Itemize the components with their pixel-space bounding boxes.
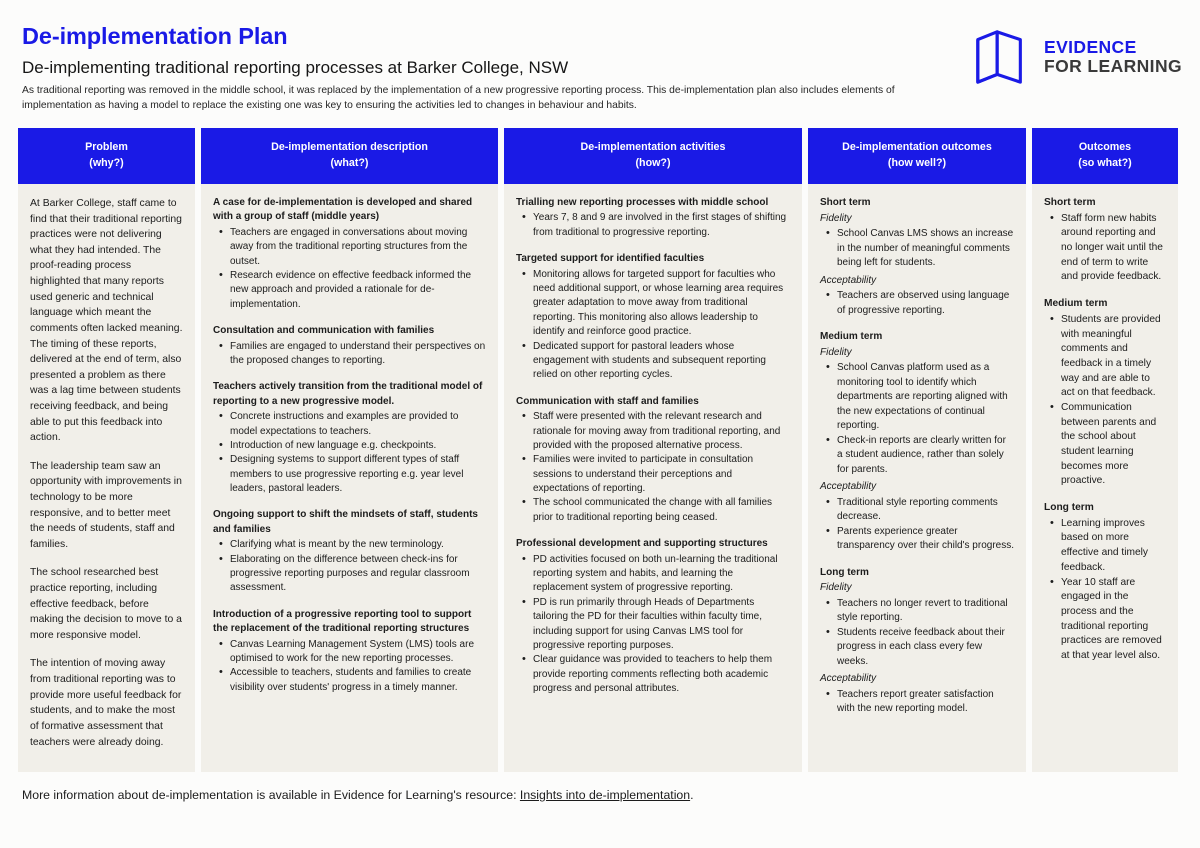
- term-block-medium: [820, 330, 1014, 554]
- list-item: • Teachers report greater satisfaction with the new reporting model.: [837, 688, 1014, 717]
- term-block-short: [1044, 196, 1166, 285]
- column-header-title: Problem: [85, 141, 128, 153]
- column-de-implementation-description: [201, 128, 498, 772]
- column-body-problem: [18, 184, 195, 772]
- column-header-outcomes: [1032, 128, 1178, 184]
- column-de-implementation-activities: [504, 128, 802, 772]
- column-header-question: (why?): [89, 156, 124, 169]
- column-header-title: De-implementation activities: [580, 141, 726, 153]
- list-item: • Teachers are observed using language of progressive reporting.: [837, 289, 1014, 318]
- list-item: • Introduction of new language e.g. checkpoints.: [230, 439, 486, 453]
- bullet-list: [516, 211, 790, 240]
- term-block-medium: [1044, 297, 1166, 489]
- measure-label: Acceptability: [820, 274, 877, 286]
- section: [213, 380, 486, 496]
- column-problem: [18, 128, 195, 772]
- section-heading: Consultation and communication with families: [213, 325, 435, 337]
- insights-into-de-implementation-link[interactable]: Insights into de-implementation: [519, 788, 691, 803]
- section: [213, 196, 486, 312]
- logo-line-evidence: EVIDENCE: [1044, 36, 1137, 57]
- term-heading: Long term: [1044, 502, 1094, 514]
- column-body-outcomes: [1032, 184, 1178, 772]
- list-item: • Canvas Learning Management System (LMS) tools are optimised to work for the new reporting processes.: [230, 638, 486, 667]
- list-item: • Families were invited to participate in consultation sessions to understand their perceptions and expectations of reporting.: [533, 453, 790, 496]
- section: [516, 252, 790, 383]
- section-heading: Communication with staff and families: [516, 395, 699, 407]
- list-item: • Families are engaged to understand their perspectives on the proposed changes to reporting.: [230, 340, 486, 369]
- bullet-list: [1044, 212, 1166, 285]
- footer: [0, 772, 1200, 802]
- column-outcomes: [1032, 128, 1178, 772]
- bullet-list: [213, 538, 486, 596]
- column-header-question: (how?): [635, 156, 671, 169]
- measure-label: Fidelity: [820, 346, 852, 358]
- column-header-title: De-implementation description: [271, 141, 428, 153]
- bullet-list: [516, 553, 790, 697]
- bullet-list: [820, 496, 1014, 554]
- section: [213, 508, 486, 595]
- list-item: • PD activities focused on both un-learning the traditional reporting system and habits, and learning the replacement system of progressive reporting.: [533, 553, 790, 596]
- term-block-short: [820, 196, 1014, 318]
- footer-text-end: .: [690, 788, 694, 803]
- bullet-list: [213, 226, 486, 312]
- measure-label: Fidelity: [820, 212, 852, 224]
- list-item: • Designing systems to support different types of staff members to use progressive reporting e.g. year level leaders, pastoral leaders.: [230, 453, 486, 496]
- section: [213, 324, 486, 368]
- column-header-question: (what?): [330, 156, 369, 169]
- list-item: • Clarifying what is meant by the new terminology.: [230, 538, 486, 552]
- column-body-de-implementation-outcomes: [808, 184, 1026, 772]
- list-item: • Parents experience greater transparency over their child's progress.: [837, 525, 1014, 554]
- page-header: [0, 0, 1200, 128]
- column-body-activities: [504, 184, 802, 772]
- section: [213, 608, 486, 695]
- list-item: • Dedicated support for pastoral leaders whose engagement with students and subsequent reporting relied on other reporting cycles.: [533, 340, 790, 383]
- list-item: • Elaborating on the difference between check-ins for progressive reporting purposes and regular classroom assessment.: [230, 553, 486, 596]
- column-body-description: [201, 184, 498, 772]
- list-item: • Clear guidance was provided to teachers to help them provide reporting comments reflecting both academic progress and personal attributes.: [533, 653, 790, 696]
- list-item: • Teachers no longer revert to traditional style reporting.: [837, 597, 1014, 626]
- list-item: • Learning improves based on more effective and timely feedback.: [1061, 517, 1166, 576]
- column-header-de-implementation-outcomes: [808, 128, 1026, 184]
- paragraph: The intention of moving away from traditional reporting was to provide more useful feedback for students, and to make the most of formative assessment that teachers were already doing.: [30, 658, 182, 748]
- list-item: • School Canvas LMS shows an increase in the number of meaningful comments being left for students.: [837, 227, 1014, 271]
- paragraph: At Barker College, staff came to find that their traditional reporting practices were not delivering what they had intended. The proof-reading process highlighted that many reports used generic and technical language which meant the comments often lacked meaning. The timing of these reports, delivered at the end of term, also presented a problem as there was a lag time between students receiving feedback, and being able to put this feedback into action.: [30, 198, 183, 444]
- intro-paragraph: As traditional reporting was removed in the middle school, it was replaced by the implementation of a new progressive reporting process. This de-implementation plan also includes elements of implementation as having a model to replace the existing one was key to ensuring the activities led to changes in behaviour and habits.: [22, 85, 895, 112]
- plan-columns: [0, 128, 1200, 772]
- section: [516, 196, 790, 240]
- section-heading: A case for de-implementation is developed and shared with a group of staff (middle years): [213, 197, 473, 223]
- list-item: • Research evidence on effective feedback informed the new approach and provided a rationale for de-implementation.: [230, 269, 486, 312]
- bullet-list: [213, 638, 486, 696]
- list-item: • Years 7, 8 and 9 are involved in the first stages of shifting from traditional to progressive reporting.: [533, 211, 790, 240]
- bullet-list: [213, 410, 486, 496]
- list-item: • Staff form new habits around reporting and no longer wait until the end of term to write and provide feedback.: [1061, 212, 1166, 285]
- list-item: • Communication between parents and the school about student learning becomes more proactive.: [1061, 401, 1166, 489]
- column-header-question: (how well?): [887, 156, 947, 169]
- open-book-icon: [972, 26, 1030, 88]
- term-block-long: [820, 566, 1014, 717]
- column-de-implementation-outcomes: [808, 128, 1026, 772]
- footer-text: More information about de-implementation is available in Evidence for Learning's resource:: [22, 788, 520, 803]
- measure-label: Acceptability: [820, 673, 877, 685]
- list-item: • Accessible to teachers, students and families to create visibility over students' progress in a timely manner.: [230, 666, 486, 695]
- bullet-list: [213, 340, 486, 369]
- bullet-list: [1044, 517, 1166, 664]
- list-item: • Teachers are engaged in conversations about moving away from the traditional reporting structures from the outset.: [230, 226, 486, 269]
- section: [516, 395, 790, 526]
- paragraph: The school researched best practice reporting, including effective feedback, before making the decision to move to a more responsive model.: [30, 567, 182, 641]
- list-item: • PD is run primarily through Heads of Departments tailoring the PD for their faculties within faculty time, including support for using Canvas LMS tool for progressive reporting purposes.: [533, 596, 790, 654]
- term-heading: Short term: [820, 197, 871, 209]
- section-heading: Introduction of a progressive reporting tool to support the replacement of the traditional reporting structures: [213, 608, 472, 635]
- measure-label: Acceptability: [820, 481, 877, 493]
- list-item: • Monitoring allows for targeted support for faculties who need additional support, or whose learning area requires greater adaptation to move away from traditional reporting. This monitoring also allows leadership to identify and reinforce good practice.: [533, 268, 790, 340]
- term-heading: Medium term: [1044, 298, 1108, 310]
- list-item: • The school communicated the change with all families prior to traditional reporting being ceased.: [533, 496, 790, 525]
- bullet-list: [820, 361, 1014, 477]
- term-heading: Long term: [820, 566, 869, 578]
- column-header-title: De-implementation outcomes: [842, 141, 992, 153]
- section-heading: Professional development and supporting structures: [516, 538, 768, 550]
- list-item: • Staff were presented with the relevant research and rationale for moving away from traditional reporting, and provided with the proposed alternative process.: [533, 410, 790, 453]
- measure-label: Fidelity: [820, 582, 852, 594]
- section-heading: Trialling new reporting processes with middle school: [516, 197, 769, 209]
- list-item: • Students are provided with meaningful comments and feedback in a timely way and are able to act on that feedback.: [1061, 313, 1166, 401]
- paragraph: The leadership team saw an opportunity with improvements in technology to be more responsive, and to better meet the needs of students, staff and families.: [30, 460, 182, 550]
- column-header-problem: [18, 128, 195, 184]
- page-subtitle: De-implementing traditional reporting processes at Barker College, NSW: [22, 57, 569, 77]
- term-heading: Medium term: [820, 331, 883, 343]
- section-heading: Targeted support for identified faculties: [516, 253, 705, 265]
- list-item: • Concrete instructions and examples are provided to model expectations to teachers.: [230, 410, 486, 439]
- column-header-description: [201, 128, 498, 184]
- logo-line-for-learning: FOR LEARNING: [1044, 56, 1182, 76]
- page-title: De-implementation Plan: [22, 23, 288, 49]
- section: [516, 537, 790, 696]
- list-item: • Traditional style reporting comments decrease.: [837, 496, 1014, 525]
- evidence-for-learning-logo: [972, 26, 1182, 88]
- section-heading: Ongoing support to shift the mindsets of staff, students and families: [213, 509, 478, 535]
- logo-wordmark: [1044, 36, 1182, 76]
- bullet-list: [820, 597, 1014, 670]
- list-item: • Students receive feedback about their progress in each class every few weeks.: [837, 626, 1014, 670]
- section-heading: Teachers actively transition from the traditional model of reporting to a new progressive model.: [213, 381, 483, 407]
- bullet-list: [820, 289, 1014, 318]
- bullet-list: [820, 227, 1014, 271]
- list-item: • School Canvas platform used as a monitoring tool to identify which departments are reporting aligned with the new expectations of continual reporting.: [837, 361, 1014, 434]
- term-heading: Short term: [1044, 197, 1096, 209]
- column-header-question: (so what?): [1078, 156, 1132, 169]
- bullet-list: [1044, 313, 1166, 489]
- list-item: • Year 10 staff are engaged in the process and the traditional reporting practices are removed at that year level also.: [1061, 576, 1166, 664]
- column-header-activities: [504, 128, 802, 184]
- list-item: • Check-in reports are clearly written for a student audience, rather than solely for parents.: [837, 434, 1014, 478]
- bullet-list: [820, 688, 1014, 717]
- bullet-list: [516, 268, 790, 383]
- term-block-long: [1044, 501, 1166, 664]
- bullet-list: [516, 410, 790, 525]
- column-header-title: Outcomes: [1078, 141, 1132, 153]
